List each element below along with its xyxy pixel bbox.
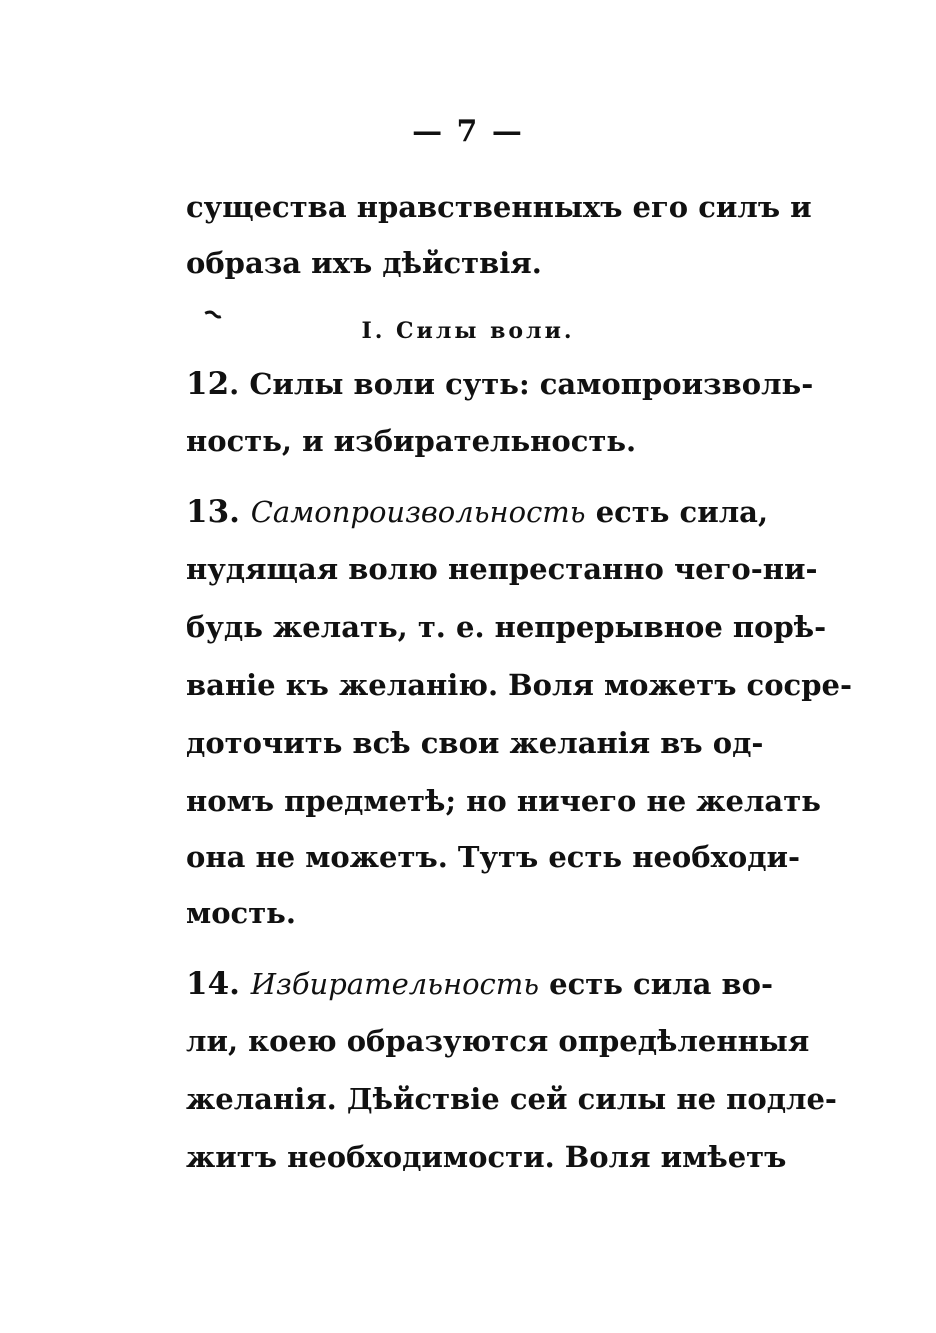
- paragraph-text: . Силы воли суть: самопроизволь-: [229, 367, 814, 401]
- paragraph-14-line-3: желанія. Дѣйствіе сей силы не подле-: [186, 1082, 837, 1116]
- paragraph-14-line-4: житъ необходимости. Воля имѣетъ: [186, 1140, 787, 1174]
- paragraph-13-line-3: будь желать, т. е. непрерывное порѣ-: [186, 610, 827, 644]
- section-heading: I. Силы воли.: [361, 318, 575, 344]
- paragraph-13-line-1: 13. Самопроизвольность есть сила,: [186, 494, 769, 530]
- paragraph-12-line-1: [186, 366, 814, 402]
- page-number: — 7 —: [412, 114, 524, 149]
- intro-line-2: образа ихъ дѣйствія.: [186, 246, 542, 280]
- paragraph-14-line-1: 14. Избирательность есть сила во-: [186, 966, 774, 1002]
- paragraph-13-line-7: она не можетъ. Тутъ есть необходи-: [186, 840, 801, 874]
- paragraph-term: Избирательность: [250, 967, 540, 1001]
- paragraph-13-line-8: мость.: [186, 896, 296, 930]
- paragraph-number: 12: [186, 366, 230, 402]
- paragraph-number: 13: [186, 494, 230, 530]
- paragraph-13-line-6: номъ предметѣ; но ничего не желать: [186, 784, 821, 818]
- intro-line-1: существа нравственныхъ его силъ и: [186, 190, 812, 224]
- paragraph-13-line-4: ваніе къ желанію. Воля можетъ сосре-: [186, 668, 852, 702]
- paragraph-text: есть сила во-: [539, 967, 774, 1001]
- paragraph-number: 14: [186, 966, 230, 1002]
- paragraph-13-line-2: нудящая волю непрестанно чего-ни-: [186, 552, 818, 586]
- paragraph-text: есть сила,: [585, 495, 769, 529]
- paragraph-12-line-2: ность, и избирательность.: [186, 424, 637, 458]
- paragraph-13-line-5: доточить всѣ свои желанія въ од-: [186, 726, 764, 760]
- paragraph-term: Самопроизвольность: [250, 495, 586, 529]
- paragraph-14-line-2: ли, коею образуются опредѣленныя: [186, 1024, 810, 1058]
